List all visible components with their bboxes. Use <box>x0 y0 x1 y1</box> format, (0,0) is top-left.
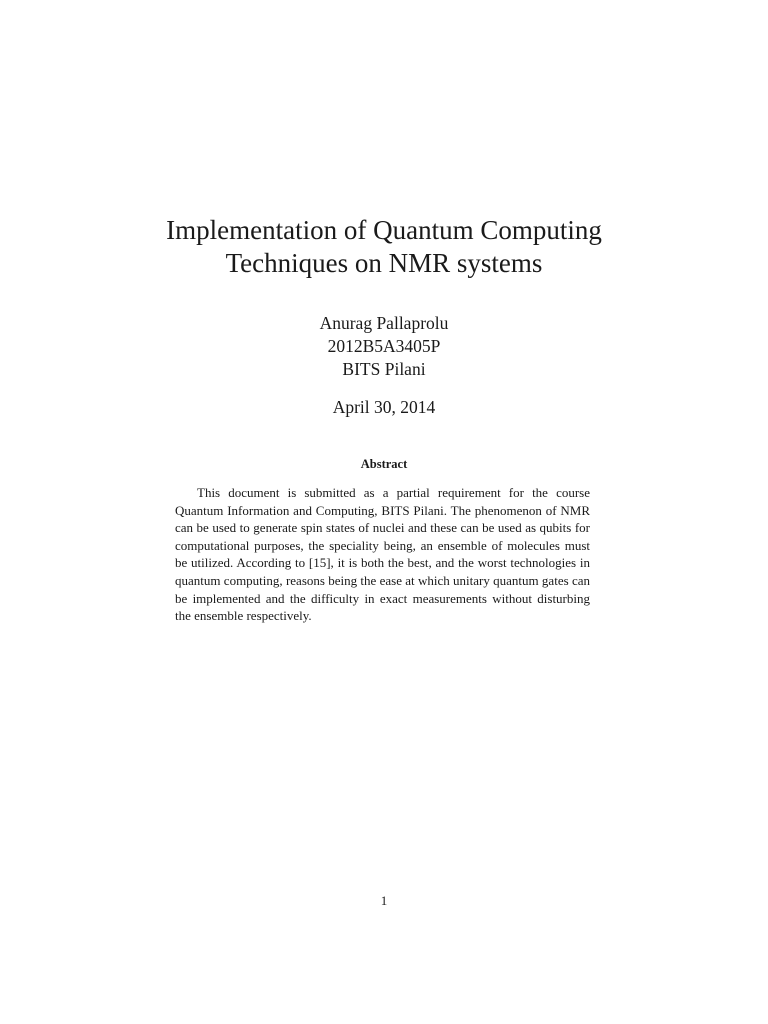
author-institution: BITS Pilani <box>342 359 426 379</box>
author-block <box>0 312 768 381</box>
author-id: 2012B5A3405P <box>327 336 441 356</box>
paper-title-line-2: Techniques on NMR systems <box>225 248 543 278</box>
abstract-text: This document is submitted as a partial requirement for the course Quantum Information and Computing, BITS Pilani. The phenomenon of NMR can be used to generate spin states of nuclei and these can be used as qubits for computational purposes, the speciality being, an ensemble of molecules must be utilized. According to [15], it is both the best, and the worst technologies in quantum computing, reasons being the ease at which unitary quantum gates can be implemented and the difficulty in exact measurements without disturbing the ensemble respectively. <box>175 485 590 624</box>
paper-title <box>0 214 768 280</box>
paper-title-line-1: Implementation of Quantum Computing <box>166 215 602 245</box>
paper-date: April 30, 2014 <box>332 397 436 417</box>
author-name: Anurag Pallaprolu <box>319 313 449 333</box>
page-number: 1 <box>380 893 388 908</box>
abstract-heading: Abstract <box>360 457 408 471</box>
